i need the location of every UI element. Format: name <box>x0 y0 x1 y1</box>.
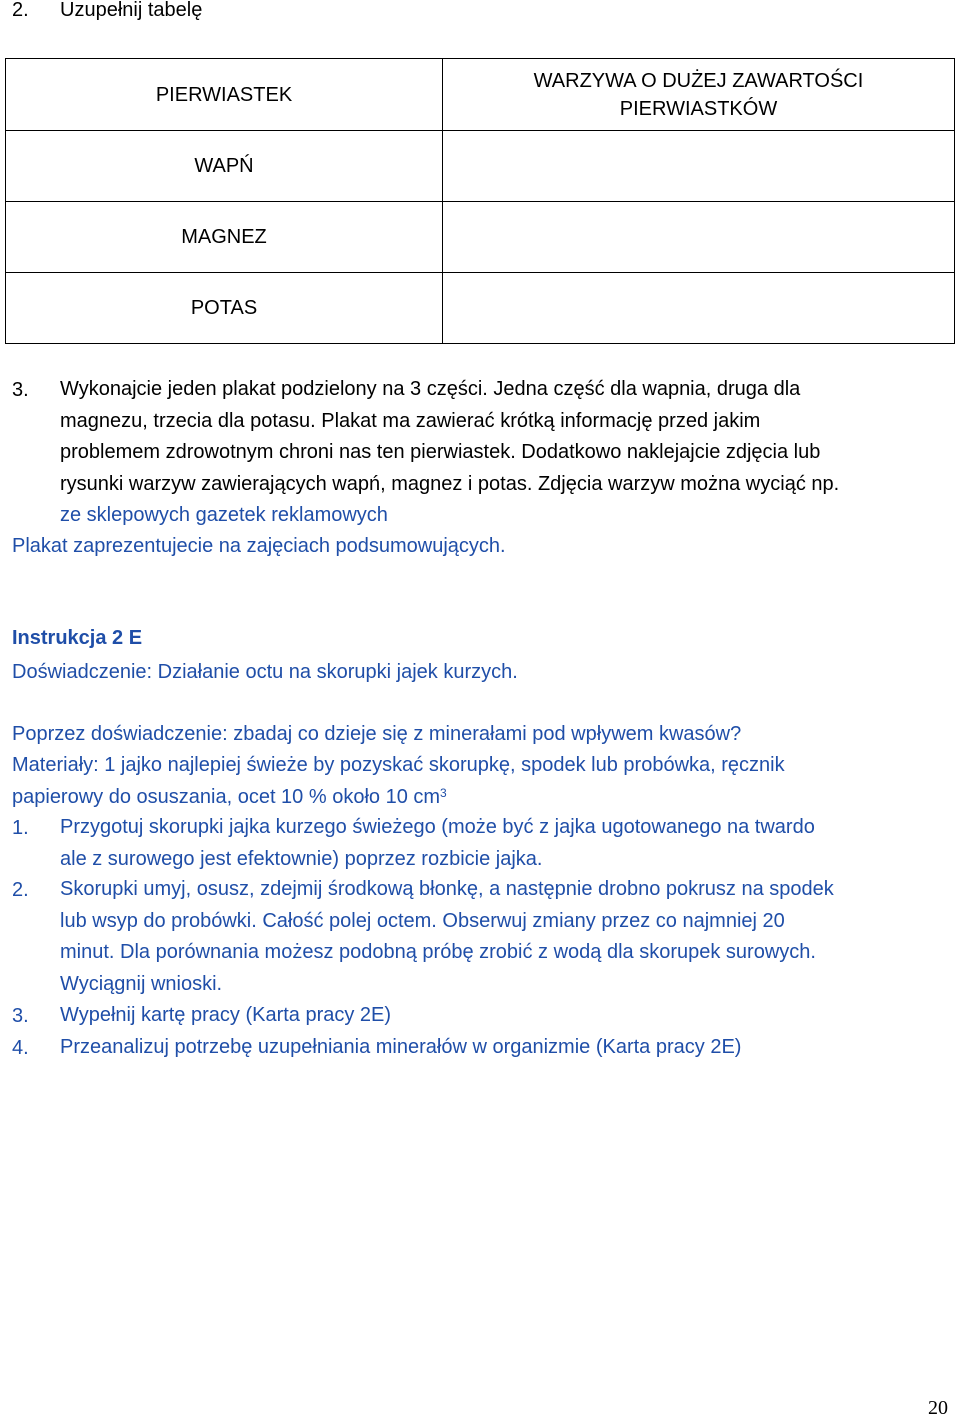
materials-superscript: 3 <box>440 786 447 800</box>
step-1-text <box>60 812 815 875</box>
table-row <box>6 273 955 344</box>
step-3-text <box>60 1000 391 1032</box>
step-1-number: 1. <box>12 817 29 839</box>
table-header-vegetables: WARZYWA O DUŻEJ ZAWARTOŚCI PIERWIASTKÓW <box>443 59 955 131</box>
task-3-line: ze sklepowych gazetek reklamowych <box>60 504 388 526</box>
step-line: Skorupki umyj, osusz, zdejmij środkową błonkę, a następnie drobno pokrusz na spodek <box>60 878 834 900</box>
materials-line-1: Materiały: 1 jajko najlepiej świeże by pozyskać skorupkę, spodek lub probówka, ręcznik <box>12 754 785 776</box>
task-3-line: problemem zdrowotnym chroni nas ten pierwiastek. Dodatkowo naklejajcie zdjęcia lub <box>60 441 821 463</box>
page-number: 20 <box>928 1397 948 1419</box>
task-3-text <box>60 374 839 532</box>
table-cell-vegetables[interactable] <box>443 131 955 202</box>
step-line: Wyciągnij wnioski. <box>60 972 223 995</box>
instruction-heading: Instrukcja 2 E <box>12 627 143 649</box>
table-row <box>6 202 955 273</box>
step-4-text <box>60 1032 741 1064</box>
step-4-number: 4. <box>12 1037 29 1059</box>
table-cell-element: POTAS <box>6 273 443 344</box>
step-line: Wypełnij kartę pracy (Karta pracy 2E) <box>60 1004 392 1026</box>
table-cell-element: WAPŃ <box>6 131 443 202</box>
task-2-title: Uzupełnij tabelę <box>60 0 203 21</box>
task-3-number: 3. <box>12 379 29 401</box>
step-line: lub wsyp do probówki. Całość polej octem. Obserwuj zmiany przez co najmniej 20 <box>60 909 785 932</box>
step-2-number: 2. <box>12 879 29 901</box>
table-header-row <box>6 59 955 131</box>
step-3-number: 3. <box>12 1005 29 1027</box>
table-cell-element: MAGNEZ <box>6 202 443 273</box>
step-line: Przeanalizuj potrzebę uzupełniania minerałów w organizmie (Karta pracy 2E) <box>60 1036 742 1058</box>
elements-table <box>5 58 955 344</box>
task-3-line: rysunki warzyw zawierających wapń, magnez i potas. Zdjęcia warzyw można wyciąć np. <box>60 472 840 495</box>
task-3-closing: Plakat zaprezentujecie na zajęciach podsumowujących. <box>12 535 506 557</box>
table-header-element: PIERWIASTEK <box>6 59 443 131</box>
step-line: ale z surowego jest efektownie) poprzez rozbicie jajka. <box>60 847 543 870</box>
table-cell-vegetables[interactable] <box>443 202 955 273</box>
table-cell-vegetables[interactable] <box>443 273 955 344</box>
materials-line-2: papierowy do osuszania, ocet 10 % około 10 $cm^3$ <box>12 786 447 808</box>
experiment-title: Doświadczenie: Działanie octu na skorupki jajek kurzych. <box>12 661 518 683</box>
task-2-number: 2. <box>12 0 29 21</box>
step-line: minut. Dla porównania możesz podobną próbę zrobić z wodą dla skorupek surowych. <box>60 941 816 963</box>
table-row <box>6 131 955 202</box>
experiment-question: Poprzez doświadczenie: zbadaj co dzieje się z minerałami pod wpływem kwasów? <box>12 723 742 745</box>
step-line: Przygotuj skorupki jajka kurzego świeżego (może być z jajka ugotowanego na twardo <box>60 816 815 838</box>
task-3-line: magnezu, trzecia dla potasu. Plakat ma zawierać krótką informację przed jakim <box>60 409 761 432</box>
task-3-line: Wykonajcie jeden plakat podzielony na 3 części. Jedna część dla wapnia, druga dla <box>60 378 801 400</box>
step-2-text <box>60 874 834 1000</box>
